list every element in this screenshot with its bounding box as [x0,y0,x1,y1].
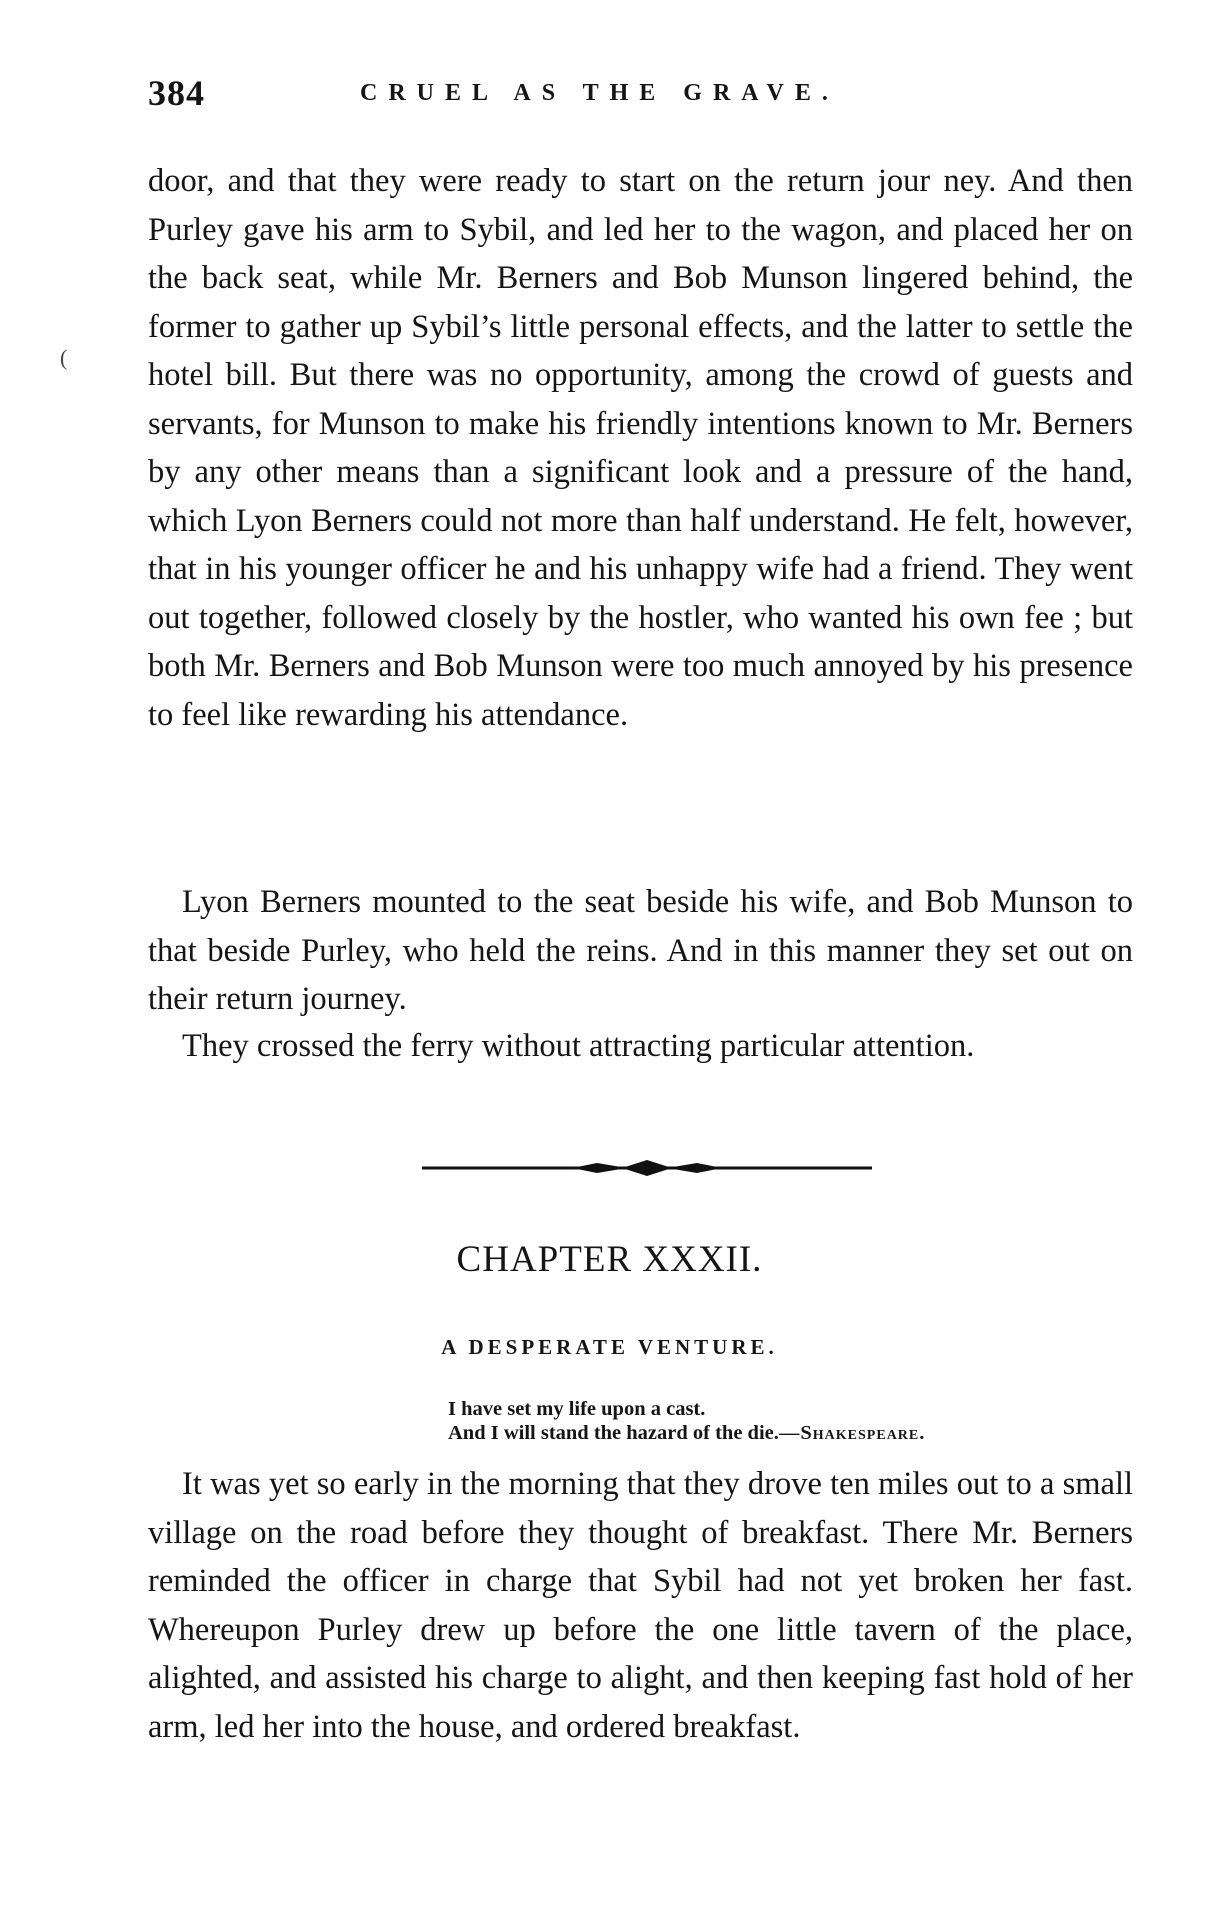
running-title: CRUEL AS THE GRAVE. [360,80,839,106]
page-number: 384 [148,73,205,113]
epigraph-line-2-text: And I will stand the hazard of the die. [448,1422,779,1444]
epigraph-line-2 [448,1421,925,1445]
section-divider-ornament [422,1158,872,1178]
paragraph-continuation: door, and that they were ready to start on the return jour ney. And then Purley gave his arm to Sybil, and led her to the wagon, and placed her on the back seat, while Mr. Berners and Bob Munson lingered behind, the former to gather up Sybil’s little personal effects, and the latter to settle the hotel bill. But there was no opportunity, among the crowd of guests and servants, for Munson to make his friendly intentions known to Mr. Berners by any other means than a significant look and a pressure of the hand, which Lyon Berners could not more than half understand. He felt, however, that in his younger officer he and his unhappy wife had a friend. They went out together, followed closely by the hostler, who wanted his own fee ; but both Mr. Berners and Bob Munson were too much annoyed by his presence to feel like rewarding his attendance. [148,163,1133,733]
paragraph-ferry: They crossed the ferry without attracting particular attention. [182,1028,975,1064]
epigraph-line-1: I have set my life upon a cast. [448,1398,706,1420]
chapter-title: CHAPTER XXXII. [456,1239,763,1280]
epigraph-attribution: —Shakespeare. [778,1422,926,1444]
chapter-subtitle: A DESPERATE VENTURE. [441,1335,778,1359]
epigraph [448,1397,925,1445]
paragraph-mounting: Lyon Berners mounted to the seat beside his wife, and Bob Munson to that beside Purley, who held the reins. And in this manner they set out on their return journey. [148,884,1133,1017]
margin-mark: ( [60,345,68,370]
chapter-paragraph: It was yet so early in the morning that they drove ten miles out to a small village on the road before they thought of breakfast. There Mr. Berners reminded the officer in charge that Sybil had not yet broken her fast. Whereupon Purley drew up before the one little tavern of the place, alighted, and assisted his charge to alight, and then keeping fast hold of her arm, led her into the house, and ordered breakfast. [148,1466,1133,1745]
